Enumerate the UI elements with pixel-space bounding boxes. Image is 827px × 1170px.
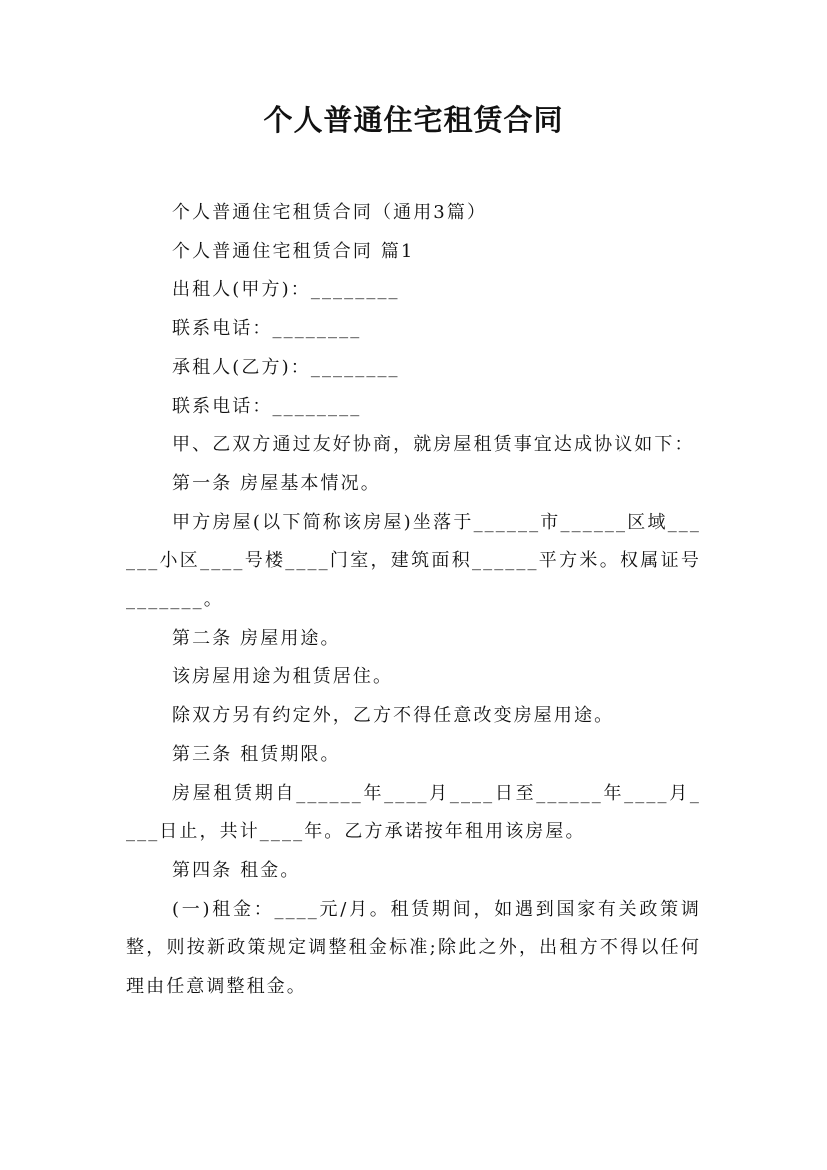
- paragraph-article-2-title: 第二条 房屋用途。: [172, 627, 341, 649]
- paragraph-article-1-title: 第一条 房屋基本情况。: [172, 472, 381, 494]
- paragraph-contract-heading: 个人普通住宅租赁合同（通用3篇）: [172, 202, 488, 223]
- paragraph-lessor-phone: 联系电话：________: [172, 318, 362, 340]
- paragraph-agreement-intro: 甲、乙双方通过友好协商，就房屋租赁事宜达成协议如下：: [172, 434, 695, 456]
- paragraph-lessee-phone: 联系电话：________: [172, 395, 362, 417]
- paragraph-article-3-title: 第三条 租赁期限。: [172, 743, 341, 765]
- paragraph-article-2-body-2: 除双方另有约定外，乙方不得任意改变房屋用途。: [172, 705, 615, 727]
- paragraph-lessee: 承租人(乙方)：________: [172, 356, 400, 378]
- paragraph-article-3-body: 房屋租赁期自______年____月____日至______年____月____日止，共计____年。乙方承诺按年租用该房屋。: [126, 782, 701, 843]
- paragraph-lessor: 出租人(甲方)：________: [172, 279, 400, 301]
- paragraph-article-2-body-1: 该房屋用途为租赁居住。: [172, 666, 394, 688]
- paragraph-article-1-body: 甲方房屋(以下简称该房屋)坐落于______市______区域______小区____号楼____门室，建筑面积______平方米。权属证号_______。: [126, 511, 701, 611]
- paragraph-article-4-title: 第四条 租金。: [172, 859, 301, 881]
- paragraph-part-1-heading: 个人普通住宅租赁合同 篇1: [172, 240, 415, 262]
- document-title: 个人普通住宅租赁合同: [263, 103, 564, 137]
- paragraph-article-4-body: (一)租金：____元/月。租赁期间，如遇到国家有关政策调整，则按新政策规定调整租金标准;除此之外，出租方不得以任何理由任意调整租金。: [126, 898, 701, 998]
- document-body: [126, 194, 701, 1007]
